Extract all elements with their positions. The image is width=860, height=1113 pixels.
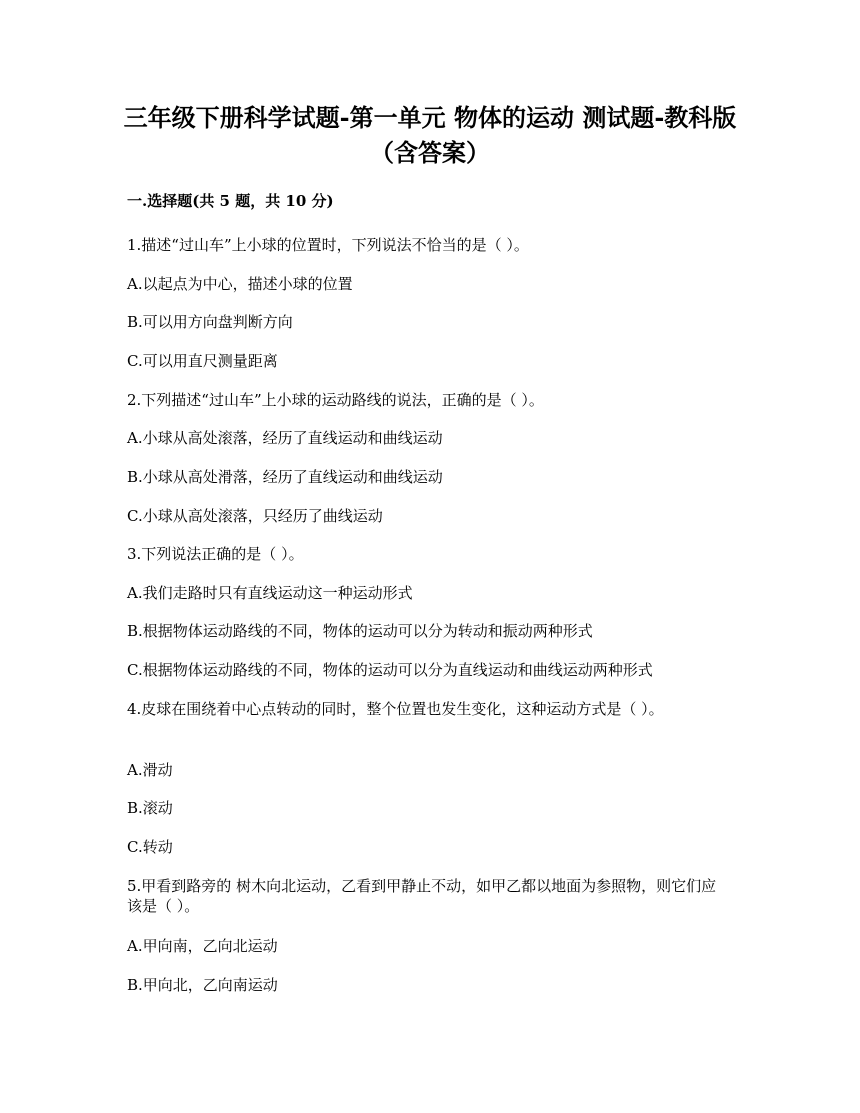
question-1-option-a: A.以起点为中心，描述小球的位置 — [127, 275, 353, 293]
question-2-option-c: C.小球从高处滚落，只经历了曲线运动 — [127, 507, 383, 525]
question-5-option-a: A.甲向南，乙向北运动 — [127, 937, 278, 955]
question-2-stem: 2.下列描述“过山车”上小球的运动路线的说法，正确的是（ ）。 — [127, 391, 544, 409]
question-5-stem: 5.甲看到路旁的 树木向北运动，乙看到甲静止不动，如甲乙都以地面为参照物，则它们应该是（ ）。 — [127, 877, 717, 915]
question-4-stem: 4.皮球在围绕着中心点转动的同时，整个位置也发生变化，这种运动方式是（ ）。 — [127, 700, 664, 718]
question-4-option-b: B.滚动 — [127, 799, 173, 817]
question-2-option-b: B.小球从高处滑落，经历了直线运动和曲线运动 — [127, 468, 443, 486]
question-3-option-c: C.根据物体运动路线的不同，物体的运动可以分为直线运动和曲线运动两种形式 — [127, 661, 653, 679]
question-1-stem: 1.描述“过山车”上小球的位置时，下列说法不恰当的是（ ）。 — [127, 236, 529, 254]
question-1-option-c: C.可以用直尺测量距离 — [127, 352, 278, 370]
question-3-option-b: B.根据物体运动路线的不同，物体的运动可以分为转动和振动两种形式 — [127, 622, 593, 640]
question-5-option-b: B.甲向北，乙向南运动 — [127, 976, 278, 994]
question-4-option-a: A.滑动 — [127, 761, 173, 779]
question-1-option-b: B.可以用方向盘判断方向 — [127, 313, 293, 331]
question-3-stem: 3.下列说法正确的是（ ）。 — [127, 545, 304, 563]
question-3-option-a: A.我们走路时只有直线运动这一种运动形式 — [127, 584, 413, 602]
question-4-option-c: C.转动 — [127, 838, 173, 856]
question-2-option-a: A.小球从高处滚落，经历了直线运动和曲线运动 — [127, 429, 443, 447]
section-heading: 一.选择题(共 5 题，共 10 分) — [127, 192, 334, 210]
document-title: 三年级下册科学试题-第一单元 物体的运动 测试题-教科版（含答案） — [123, 103, 737, 167]
